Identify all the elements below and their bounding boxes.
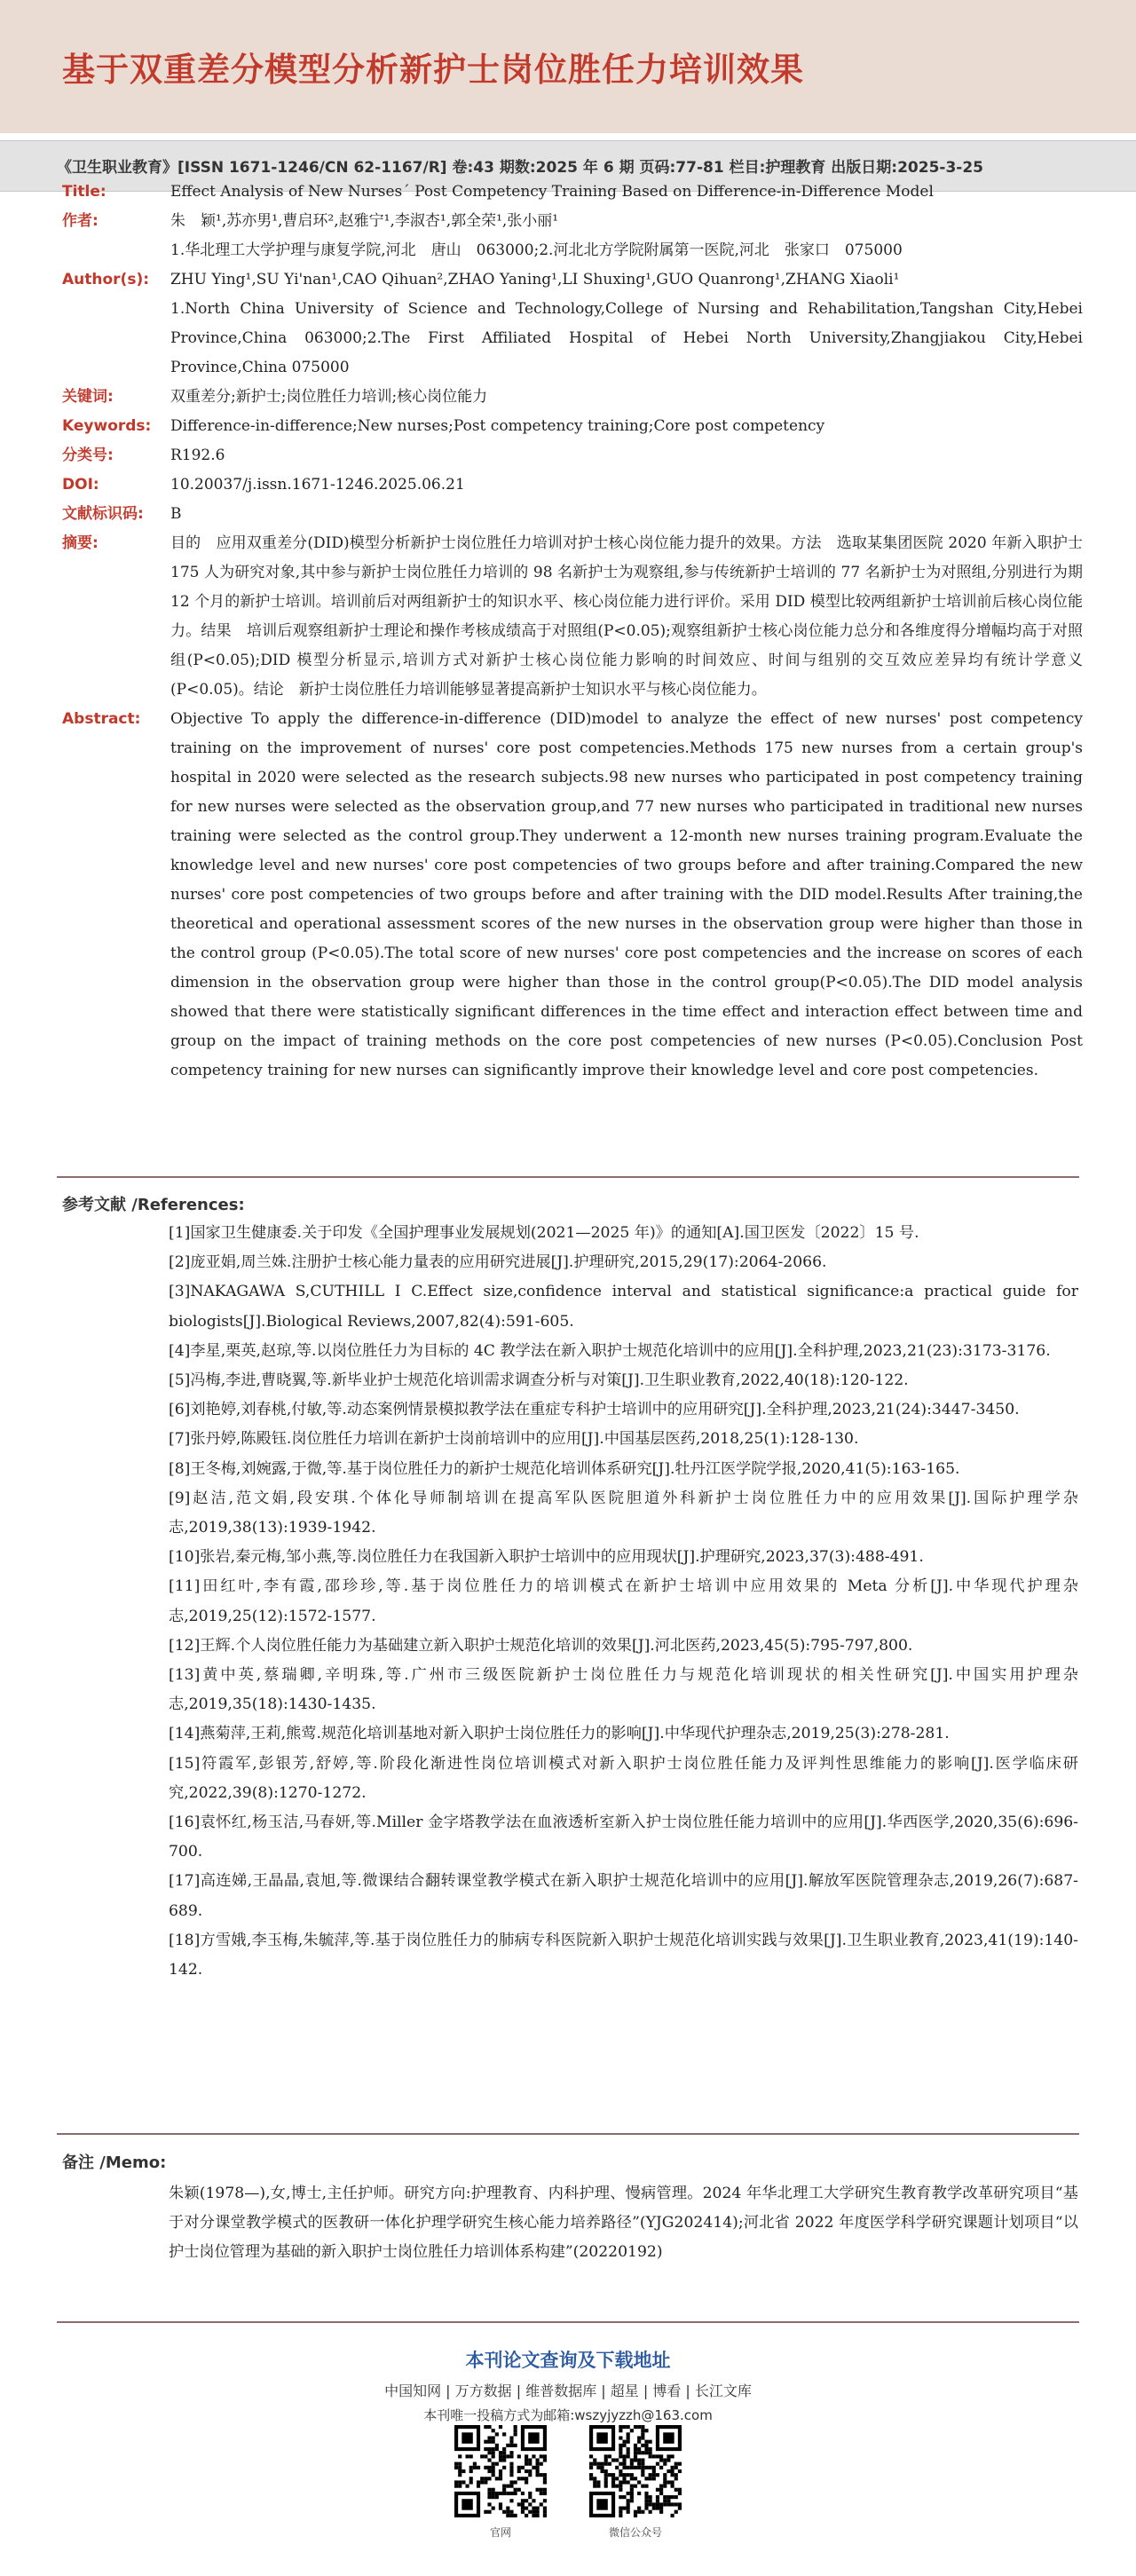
memo-text: 朱颖(1978—),女,博士,主任护师。研究方向:护理教育、内科护理、慢病管理。2024 年华北理工大学研究生教育教学改革研究项目“基于对分课堂教学模式的医教研一体化护理学研究生核心能力培养路径”(YJG202414);河北省 2022 年度医学科学研究课题计划项目“以护士岗位管理为基础的新入职护士岗位胜任力培训体系构建”(20220192) [169, 2185, 1078, 2261]
reference-item: [14]燕菊萍,王莉,熊莺.规范化培训基地对新入职护士岗位胜任力的影响[J].中华现代护理杂志,2019,25(3):278-281. [169, 1725, 950, 1743]
page-header [0, 0, 1136, 133]
divider [57, 1176, 1079, 1178]
reference-item: [18]方雪娥,李玉梅,朱毓萍,等.基于岗位胜任力的肺病专科医院新入职护士规范化培训实践与效果[J].卫生职业教育,2023,41(19):140-142. [169, 1931, 1078, 1979]
authors-en-row [62, 265, 1083, 295]
reference-item: [16]袁怀红,杨玉洁,马春妍,等.Miller 金字塔教学法在血液透析室新入护士岗位胜任能力培训中的应用[J].华西医学,2020,35(6):696-700. [169, 1813, 1078, 1861]
reference-item: [6]刘艳婷,刘春桃,付敏,等.动态案例情景模拟教学法在重症专科护士培训中的应用研究[J].全科护理,2023,21(24):3447-3450. [169, 1401, 1020, 1419]
affil-cn-row [62, 236, 1083, 265]
qr-official-site[interactable] [454, 2425, 547, 2540]
authors-en: ZHU Ying¹,SU Yi'nan¹,CAO Qihuan²,ZHAO Yaning¹,LI Shuxing¹,GUO Quanrong¹,ZHANG Xiaoli¹ [170, 271, 900, 288]
reference-item: [9]赵洁,范文娟,段安琪.个体化导师制培训在提高军队医院胆道外科新护士岗位胜任力中的应用效果[J].国际护理学杂志,2019,38(13):1939-1942. [169, 1489, 1078, 1537]
authors-label: 作者: [62, 212, 99, 230]
reference-item: [1]国家卫生健康委.关于印发《全国护理事业发展规划(2021—2025 年)》的通知[A].国卫医发〔2022〕15 号. [169, 1224, 919, 1242]
keywords-cn-label: 关键词: [62, 388, 114, 406]
qr-caption: 微信公众号 [608, 2526, 662, 2539]
database-links[interactable]: 中国知网 | 万方数据 | 维普数据库 | 超星 | 博看 | 长江文库 [384, 2382, 752, 2399]
class-label: 分类号: [62, 446, 114, 464]
reference-item: [15]符霞军,彭银芳,舒婷,等.阶段化渐进性岗位培训模式对新入职护士岗位胜任能力及评判性思维能力的影响[J].医学临床研究,2022,39(8):1270-1272. [169, 1754, 1078, 1802]
article-metadata [62, 178, 1083, 1086]
page-footer [0, 2346, 1136, 2424]
doc-code-label: 文献标识码: [62, 505, 144, 523]
abstract-en-row [62, 705, 1083, 1086]
class-number: R192.6 [170, 446, 225, 464]
abstract-en: Objective To apply the difference-in-difference (DID)model to analyze the effect of new nurses' post competency training on the improvement of nurses' core post competencies.Methods 175 new nurses from a certain group's hospital in 2020 were selected as the research subjects.98 new nurses who participated in post competency training for new nurses were selected as the observation group,and 77 new nurses who participated in traditional new nurses training were selected as the control group.They underwent a 12-month new nurses training program.Evaluate the knowledge level and new nurses' core post competencies of two groups before and after training.Compared the new nurses' core post competencies of two groups before and after training with the DID model.Results After training,the theoretical and operational assessment scores of the new nurses in the observation group were higher than those in the control group (P<0.05).The total score of new nurses' core post competencies and the increase on scores of each dimension in the observation group were higher than those in the control group(P<0.05).The DID model analysis showed that there were statistically significant differences in the time effect and interaction effect between time and group on the impact of training methods on the core post competencies of new nurses (P<0.05).Conclusion Post competency training for new nurses can significantly improve their knowledge level and core post competencies. [170, 710, 1083, 1079]
qr-code-icon[interactable] [589, 2425, 682, 2517]
reference-item: [5]冯梅,李进,曹晓翼,等.新毕业护士规范化培训需求调查分析与对策[J].卫生职业教育,2022,40(18):120-122. [169, 1371, 909, 1390]
authors-en-label: Author(s): [62, 271, 150, 288]
doc-code: B [170, 505, 182, 523]
authors-cn: 朱 颖¹,苏亦男¹,曹启环²,赵雅宁¹,李淑杏¹,郭全荣¹,张小丽¹ [170, 212, 559, 230]
qr-codes [0, 2425, 1136, 2540]
reference-item: [2]庞亚娟,周兰姝.注册护士核心能力量表的应用研究进展[J].护理研究,2015,29(17):2064-2066. [169, 1253, 827, 1272]
abstract-en-label: Abstract: [62, 710, 141, 728]
abstract-cn-row [62, 529, 1083, 705]
doi-label: DOI: [62, 476, 99, 494]
reference-item: [13]黄中英,蔡瑞卿,辛明珠,等.广州市三级医院新护士岗位胜任力与规范化培训现状的相关性研究[J].中国实用护理杂志,2019,35(18):1430-1435. [169, 1666, 1078, 1714]
divider [57, 2133, 1079, 2135]
reference-item: [11]田红叶,李有霞,邵珍珍,等.基于岗位胜任力的培训模式在新护士培训中应用效果的 Meta 分析[J].中华现代护理杂志,2019,25(12):1572-1577. [169, 1577, 1078, 1625]
reference-item: [12]王辉.个人岗位胜任能力为基础建立新入职护士规范化培训的效果[J].河北医药,2023,45(5):795-797,800. [169, 1636, 913, 1655]
reference-item: [8]王冬梅,刘婉露,于微,等.基于岗位胜任力的新护士规范化培训体系研究[J].牡丹江医学院学报,2020,41(5):163-165. [169, 1459, 960, 1478]
submission-email[interactable]: 本刊唯一投稿方式为邮箱:wszyjyzzh@163.com [423, 2407, 713, 2423]
reference-item: [3]NAKAGAWA S,CUTHILL I C.Effect size,confidence interval and statistical significance:a practical guide for biologists[J].Biological Reviews,2007,82(4):591-605. [169, 1283, 1078, 1331]
affil-en-row [62, 295, 1083, 383]
doi-value[interactable]: 10.20037/j.issn.1671-1246.2025.06.21 [170, 476, 465, 494]
keywords-en-row [62, 412, 1083, 441]
affiliation-en: 1.North China University of Science and Technology,College of Nursing and Rehabilitation,Tangshan City,Hebei Province,China 063000;2.The First Affiliated Hospital of Hebei North University,Zhangjiakou City,Hebei Province,China 075000 [170, 300, 1083, 376]
journal-info-text: 《卫生职业教育》[ISSN 1671-1246/CN 62-1167/R] 卷:43 期数:2025 年 6 期 页码:77-81 栏目:护理教育 出版日期:2025-3-25 [57, 159, 983, 177]
doi-row [62, 470, 1083, 500]
english-title[interactable]: Effect Analysis of New Nurses´ Post Competency Training Based on Difference-in-Difference Model [170, 183, 934, 201]
download-title: 本刊论文查询及下载地址 [465, 2350, 671, 2371]
reference-item: [4]李星,栗英,赵琼,等.以岗位胜任力为目标的 4C 教学法在新入职护士规范化培训中的应用[J].全科护理,2023,21(23):3173-3176. [169, 1341, 1051, 1360]
article-title: 基于双重差分模型分析新护士岗位胜任力培训效果 [62, 51, 804, 89]
abstract-cn: 目的 应用双重差分(DID)模型分析新护士岗位胜任力培训对护士核心岗位能力提升的效果。方法 选取某集团医院 2020 年新入职护士 175 人为研究对象,其中参与新护士岗位胜任力培训的 98 名新护士为观察组,参与传统新护士培训的 77 名新护士为对照组,分别进行为期 12 个月的新护士培训。培训前后对两组新护士的知识水平、核心岗位能力进行评价。采用 DID 模型比较两组新护士培训前后核心岗位能力。结果 培训后观察组新护士理论和操作考核成绩高于对照组(P<0.05);观察组新护士核心岗位能力总分和各维度得分增幅均高于对照组(P<0.05);DID 模型分析显示,培训方式对新护士核心岗位能力影响的时间效应、时间与组别的交互效应差异均有统计学意义(P<0.05)。结论 新护士岗位胜任力培训能够显著提高新护士知识水平与核心岗位能力。 [170, 534, 1083, 699]
qr-code-icon[interactable] [454, 2425, 547, 2517]
qr-wechat[interactable] [589, 2425, 682, 2540]
authors-cn-row [62, 207, 1083, 236]
keywords-en-label: Keywords: [62, 417, 152, 435]
keywords-cn-row [62, 383, 1083, 412]
class-row [62, 441, 1083, 470]
keywords-en: Difference-in-difference;New nurses;Post competency training;Core post competency [170, 417, 825, 435]
reference-item: [17]高连娣,王晶晶,袁旭,等.微课结合翻转课堂教学模式在新入职护士规范化培训中的应用[J].解放军医院管理杂志,2019,26(7):687-689. [169, 1872, 1078, 1920]
references-heading: 参考文献 /References: [62, 1196, 245, 1214]
title-label: Title: [62, 183, 106, 201]
reference-item: [7]张丹婷,陈殿钰.岗位胜任力培训在新护士岗前培训中的应用[J].中国基层医药,2018,25(1):128-130. [169, 1430, 859, 1449]
memo-heading: 备注 /Memo: [62, 2153, 167, 2172]
title-row [62, 178, 1083, 207]
reference-list [169, 1219, 1078, 1985]
doc-code-row [62, 500, 1083, 529]
reference-item: [10]张岩,秦元梅,邹小燕,等.岗位胜任力在我国新入职护士培训中的应用现状[J].护理研究,2023,37(3):488-491. [169, 1548, 924, 1567]
keywords-cn: 双重差分;新护士;岗位胜任力培训;核心岗位能力 [170, 388, 488, 406]
affiliation-cn: 1.华北理工大学护理与康复学院,河北 唐山 063000;2.河北北方学院附属第一医院,河北 张家口 075000 [170, 241, 903, 259]
abstract-cn-label: 摘要: [62, 534, 99, 552]
qr-caption: 官网 [489, 2526, 511, 2539]
divider [57, 2321, 1079, 2323]
